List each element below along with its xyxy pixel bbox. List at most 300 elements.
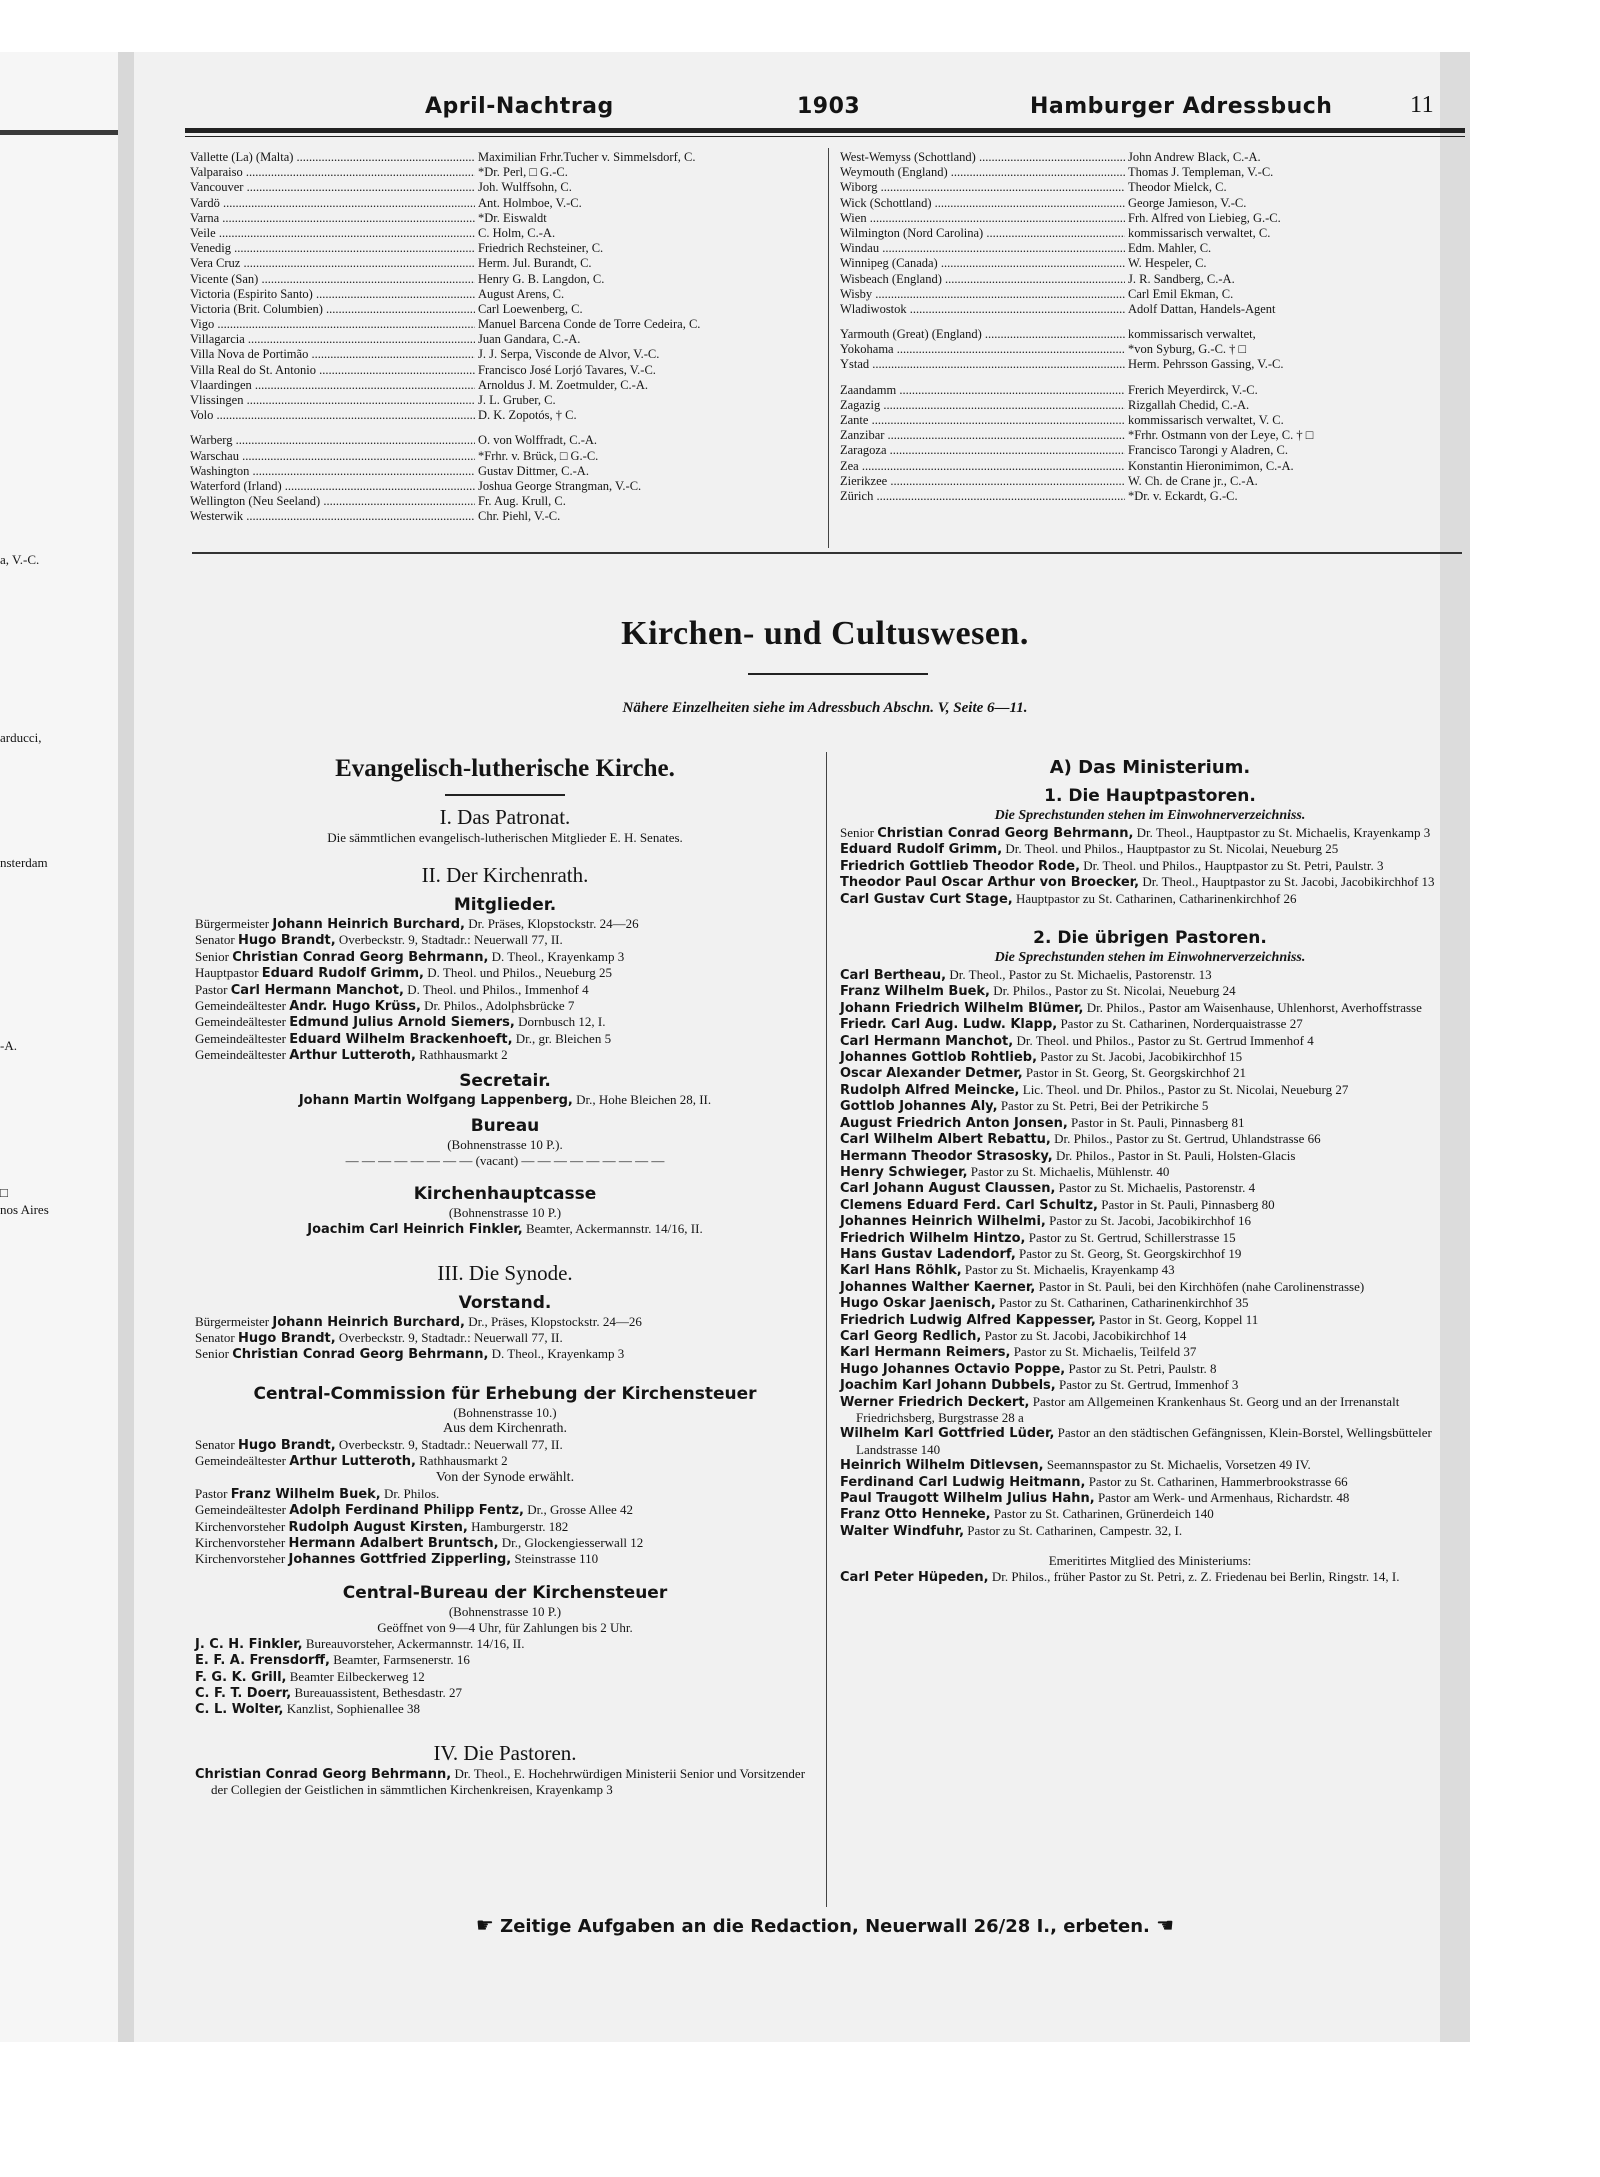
directory-entry: [840, 1082, 1460, 1098]
directory-entry: [195, 1330, 815, 1346]
representative: Frh. Alfred von Liebieg, G.-C.: [1128, 210, 1281, 225]
place-name: Vigo .....: [190, 317, 475, 332]
directory-entry: [840, 1164, 1460, 1180]
hauptpastoren-list: [840, 825, 1460, 907]
place-name: Vicente (San) .....: [190, 272, 475, 287]
representative: Carl Emil Ekman, C.: [1128, 286, 1234, 301]
place-name: Wick (Schottland) .....: [840, 196, 1125, 211]
entry-detail: D. Theol., Krayenkamp 3: [488, 948, 625, 964]
entry-detail: Pastor zu St. Gertrud, Schillerstrasse 15: [1025, 1229, 1236, 1245]
directory-entry: [840, 1180, 1460, 1196]
entry-detail: Hamburgerstr. 182: [467, 1518, 569, 1534]
entry-name: Johann Heinrich Burchard,: [272, 917, 465, 932]
list-item: [840, 302, 1440, 317]
facing-page-fragments: [0, 0, 118, 2177]
directory-entry: [840, 1506, 1460, 1522]
list-item: [190, 150, 815, 165]
entry-detail: Beamter, Farmsenerstr. 16: [329, 1652, 470, 1668]
entry-name: Friedr. Carl Aug. Ludw. Klapp,: [840, 1017, 1058, 1033]
entry-detail: Dr. Philos., Pastor zu St. Gertrud, Uhlandstrasse 66: [1050, 1131, 1321, 1147]
entry-detail: Pastor in St. Georg, Koppel 11: [1095, 1311, 1259, 1327]
list-item: [190, 180, 815, 195]
place-name: Windau .....: [840, 241, 1125, 256]
directory-entry: [195, 1685, 815, 1701]
list-gap: [190, 423, 815, 433]
directory-entry: [195, 949, 815, 965]
vacant-line: — — — — — — — — (vacant) — — — — — — — — —: [345, 1152, 665, 1168]
place-name: Weymouth (England) .....: [840, 165, 1125, 180]
entry-detail: Pastor zu St. Catharinen, Catharinenkirchhof 35: [995, 1295, 1249, 1311]
list-item: [840, 180, 1440, 195]
directory-entry: [840, 967, 1460, 983]
entry-name: Ferdinand Carl Ludwig Heitmann,: [840, 1474, 1086, 1490]
representative: August Arens, C.: [478, 286, 565, 301]
entry-detail: Dr. Philos., Pastor am Waisenhause, Uhlenhorst, Averhoffstrasse: [1083, 999, 1422, 1015]
directory-entry: [840, 1279, 1460, 1295]
entry-name: Friedrich Ludwig Alfred Kappesser,: [840, 1312, 1096, 1328]
entry-detail: Dr. Theol., Pastor zu St. Michaelis, Pastorenstr. 13: [946, 967, 1212, 983]
right-column: [840, 752, 1460, 1586]
list-item: [190, 464, 815, 479]
entry-role: Kirchenvorsteher: [195, 1518, 286, 1534]
ministerium-heading: A) Das Ministerium.: [1049, 757, 1251, 778]
representative: Francisco José Lorjó Tavares, V.-C.: [478, 362, 656, 377]
entry-detail: Dr. Präses, Klopstockstr. 24—26: [464, 916, 639, 931]
bureau2-staff: [195, 1636, 815, 1718]
entry-name: Heinrich Wilhelm Ditlevsen,: [840, 1458, 1044, 1474]
entry-name: Walter Windfuhr,: [840, 1523, 965, 1539]
representative: Herm. Jul. Burandt, C.: [478, 256, 592, 271]
kirchenrath-heading: II. Der Kirchenrath.: [421, 863, 589, 887]
list-item: [840, 383, 1440, 398]
entry-detail: Hauptpastor zu St. Catharinen, Catharinenkirchhof 26: [1012, 890, 1297, 906]
patronat-text: Die sämmtlichen evangelisch-lutherischen Mitglieder E. H. Senates.: [327, 830, 683, 845]
entry-name: Rudolph August Kirsten,: [288, 1519, 468, 1535]
place-name: Wisby .....: [840, 287, 1125, 302]
representative: Friedrich Rechsteiner, C.: [478, 241, 604, 256]
directory-entry: [840, 1213, 1460, 1229]
entry-role: Bürgermeister: [195, 1313, 270, 1329]
entry-name: Werner Friedrich Deckert,: [840, 1394, 1030, 1410]
header-rule: [185, 128, 1465, 133]
entry-detail: Pastor zu St. Georg, St. Georgskirchhof 19: [1015, 1245, 1242, 1261]
list-item: [190, 211, 815, 226]
entry-detail: Overbeckstr. 9, Stadtadr.: Neuerwall 77, II.: [335, 1330, 563, 1346]
directory-entry: [195, 932, 815, 948]
representative: *Frhr. v. Brück, □ G.-C.: [478, 448, 599, 463]
page-number: 11: [1410, 92, 1435, 118]
entry-detail: Dr., gr. Bleichen 5: [512, 1030, 612, 1046]
entry-name: Eduard Rudolf Grimm,: [261, 966, 424, 982]
place-name: Warschau .....: [190, 449, 475, 464]
representative: *Dr. v. Eckardt, G.-C.: [1128, 488, 1238, 503]
directory-entry: [195, 1636, 815, 1652]
directory-entry: [840, 874, 1460, 890]
entry-detail: Steinstrasse 110: [511, 1551, 599, 1567]
entry-name: Carl Hermann Manchot,: [230, 982, 404, 998]
representative: Fr. Aug. Krull, C.: [478, 494, 566, 509]
facing-page-fragment: a, V.-C.: [0, 552, 40, 567]
directory-entry: [840, 1197, 1460, 1213]
entry-name: F. G. K. Grill,: [195, 1669, 287, 1685]
entry-name: Johannes Gottlob Rohtlieb,: [840, 1050, 1038, 1066]
list-item: [190, 449, 815, 464]
representative: Joshua George Strangman, V.-C.: [478, 478, 642, 493]
entry-name: Friedrich Gottlieb Theodor Rode,: [840, 858, 1081, 874]
entry-name: Franz Wilhelm Buek,: [840, 984, 990, 1000]
directory-entry: [195, 1314, 815, 1330]
list-item: [840, 342, 1440, 357]
entry-detail: Dr. Theol. und Philos., Hauptpastor zu St. Petri, Paulstr. 3: [1080, 857, 1384, 873]
header-title: Hamburger Adressbuch: [1030, 94, 1333, 119]
place-name: Zagazig .....: [840, 398, 1125, 413]
entry-name: Karl Hans Röhlk,: [840, 1263, 962, 1279]
office-hours-note-2: Die Sprechstunden stehen im Einwohnerverzeichniss.: [994, 950, 1306, 966]
entry-name: Franz Otto Henneke,: [840, 1507, 991, 1523]
directory-entry: [840, 1262, 1460, 1278]
kasse-name: Joachim Carl Heinrich Finkler,: [307, 1221, 523, 1237]
directory-entry: [195, 1031, 815, 1047]
representative: Gustav Dittmer, C.-A.: [478, 463, 589, 478]
pointing-hand-right-icon: ☛: [475, 1913, 494, 1937]
place-name: Zante .....: [840, 413, 1125, 428]
entry-detail: Dr. Philos., Pastor in St. Pauli, Holsten-Glacis: [1052, 1147, 1296, 1163]
entry-role: Pastor: [195, 981, 228, 997]
entry-detail: Bureauvorsteher, Ackermannstr. 14/16, II.: [302, 1635, 525, 1651]
place-name: Wiborg .....: [840, 180, 1125, 195]
place-name: Zea .....: [840, 459, 1125, 474]
entry-name: Clemens Eduard Ferd. Carl Schultz,: [840, 1197, 1098, 1213]
directory-entry: [195, 1701, 815, 1717]
place-name: West-Wemyss (Schottland) .....: [840, 150, 1125, 165]
representative: Francisco Tarongi y Aladren, C.: [1128, 443, 1288, 458]
list-item: [840, 327, 1440, 342]
header-supplement: April-Nachtrag: [425, 94, 614, 119]
place-name: Westerwik .....: [190, 509, 475, 524]
place-name: Villagarcia .....: [190, 332, 475, 347]
entry-name: Christian Conrad Georg Behrmann,: [232, 1347, 489, 1363]
entry-role: Kirchenvorsteher: [195, 1551, 286, 1567]
directory-entry: [840, 1377, 1460, 1393]
secretair-name: Johann Martin Wolfgang Lappenberg,: [298, 1092, 573, 1108]
divider: [445, 794, 565, 796]
directory-entry: [840, 1246, 1460, 1262]
directory-entry: [840, 1523, 1460, 1539]
entry-detail: D. Theol., Krayenkamp 3: [488, 1346, 625, 1362]
representative: Theodor Mielck, C.: [1128, 180, 1227, 195]
directory-entry: [840, 1312, 1460, 1328]
place-name: Ystad .....: [840, 357, 1125, 372]
directory-entry: [840, 1490, 1460, 1506]
entry-detail: Pastor in St. Pauli, Pinnasberg 80: [1097, 1196, 1275, 1212]
list-item: [190, 226, 815, 241]
kasse-heading: Kirchenhauptcasse: [413, 1183, 597, 1204]
entry-detail: Bureauassistent, Bethesdastr. 27: [291, 1684, 462, 1700]
list-gap: [840, 373, 1440, 383]
entry-detail: Dr. Theol. und Philos., Pastor zu St. Gertrud Immenhof 4: [1013, 1032, 1314, 1048]
list-item: [840, 241, 1440, 256]
entry-detail: Lic. Theol. und Dr. Philos., Pastor zu St. Nicolai, Neueburg 27: [1019, 1081, 1349, 1097]
entry-role: Senator: [195, 1436, 235, 1452]
entry-name: Andr. Hugo Krüss,: [289, 999, 421, 1015]
representative: John Andrew Black, C.-A.: [1128, 150, 1261, 164]
representative: Juan Gandara, C.-A.: [478, 332, 581, 347]
place-name: Varna .....: [190, 211, 475, 226]
emerit-heading: Emeritirtes Mitglied des Ministeriums:: [1048, 1553, 1252, 1569]
entry-detail: Pastor zu St. Michaelis, Teilfeld 37: [1010, 1344, 1197, 1360]
representative: kommissarisch verwaltet, C.: [1128, 225, 1271, 240]
facing-page-fragment: -A.: [0, 1038, 17, 1053]
entry-detail: Pastor zu St. Catharinen, Grünerdeich 140: [990, 1506, 1214, 1522]
representative: George Jamieson, V.-C.: [1128, 195, 1247, 210]
kasse-entry: [195, 1221, 815, 1238]
list-item: [840, 196, 1440, 211]
entry-name: Eduard Wilhelm Brackenhoeft,: [289, 1031, 513, 1047]
binding-gutter: [118, 52, 134, 2042]
entry-name: Johann Friedrich Wilhelm Blümer,: [840, 1000, 1084, 1016]
entry-detail: Dr. Philos.: [380, 1485, 440, 1501]
entry-detail: Pastor zu St. Jacobi, Jacobikirchhof 16: [1045, 1213, 1251, 1229]
entry-role: Senior: [840, 825, 874, 840]
directory-entry: [195, 1437, 815, 1453]
entry-detail: Pastor zu St. Jacobi, Jacobikirchhof 14: [981, 1327, 1187, 1343]
place-name: Washington .....: [190, 464, 475, 479]
entry-name: Edmund Julius Arnold Siemers,: [289, 1015, 515, 1031]
place-name: Victoria (Brit. Columbien) .....: [190, 302, 475, 317]
entry-detail: Dr., Glockengiesserwall 12: [498, 1534, 644, 1550]
entry-detail: D. Theol. und Philos., Immenhof 4: [403, 981, 589, 997]
list-item: [840, 150, 1440, 165]
directory-entry: [195, 1669, 815, 1685]
secretair-heading: Secretair.: [459, 1070, 551, 1091]
uebrige-heading: 2. Die übrigen Pastoren.: [1033, 928, 1267, 949]
representative: Konstantin Hieronimimon, C.-A.: [1128, 458, 1294, 473]
list-item: [190, 317, 815, 332]
left-column: [195, 752, 815, 1798]
title-rule: [748, 673, 928, 675]
place-name: Wellington (Neu Seeland) .....: [190, 494, 475, 509]
list-item: [840, 165, 1440, 180]
entry-detail: Seemannspastor zu St. Michaelis, Vorsetzen 49 IV.: [1043, 1457, 1311, 1473]
facing-page-fragment: arducci,: [0, 730, 42, 745]
entry-role: Gemeindeältester: [195, 1453, 286, 1469]
pastoren-entry: [195, 1766, 815, 1798]
list-item: [840, 413, 1440, 428]
synode-members: [195, 1314, 815, 1363]
directory-entry: [840, 1394, 1460, 1426]
commission-synode-members: [195, 1486, 815, 1568]
directory-entry: [840, 1457, 1460, 1473]
list-item: [840, 474, 1440, 489]
directory-entry: [840, 891, 1460, 907]
entry-name: Johannes Gottfried Zipperling,: [288, 1552, 512, 1568]
representative: kommissarisch verwaltet,: [1128, 327, 1256, 342]
place-name: Yokohama .....: [840, 342, 1125, 357]
place-name: Winnipeg (Canada) .....: [840, 256, 1125, 271]
list-item: [190, 479, 815, 494]
directory-entry: [840, 1049, 1460, 1065]
column-divider: [828, 148, 829, 548]
representative: J. R. Sandberg, C.-A.: [1128, 271, 1235, 286]
place-name: Villa Nova de Portimão .....: [190, 347, 475, 362]
entry-name: Hermann Theodor Strasosky,: [840, 1148, 1053, 1164]
entry-name: Carl Johann August Claussen,: [840, 1181, 1056, 1197]
representative: *von Syburg, G.-C. † □: [1128, 342, 1247, 357]
entry-detail: Dr. Philos., früher Pastor zu St. Petri, z. Z. Friedenau bei Berlin, Ringstr. 14, I.: [988, 1569, 1400, 1585]
list-item: [190, 256, 815, 271]
directory-entry: [840, 1328, 1460, 1344]
list-item: [840, 398, 1440, 413]
consulates-list-left: [190, 150, 815, 525]
place-name: Wladiwostok .....: [840, 302, 1125, 317]
entry-name: Franz Wilhelm Buek,: [230, 1486, 381, 1502]
entry-name: J. C. H. Finkler,: [195, 1636, 303, 1652]
entry-name: C. L. Wolter,: [195, 1702, 284, 1718]
list-item: [190, 393, 815, 408]
facing-page-fragment: nos Aires: [0, 1202, 49, 1217]
entry-name: Hugo Brandt,: [237, 1331, 336, 1347]
entry-role: Kirchenvorsteher: [195, 1534, 286, 1550]
place-name: Vardö .....: [190, 196, 475, 211]
representative: Ant. Holmboe, V.-C.: [478, 195, 582, 210]
place-name: Wisbeach (England) .....: [840, 272, 1125, 287]
entry-name: Paul Traugott Wilhelm Julius Hahn,: [840, 1491, 1095, 1507]
place-name: Wien .....: [840, 211, 1125, 226]
directory-entry: [840, 1000, 1460, 1016]
entry-detail: Pastor zu St. Michaelis, Krayenkamp 43: [961, 1262, 1175, 1278]
secretair-detail: Dr., Hohe Bleichen 28, II.: [572, 1091, 712, 1107]
directory-entry: [840, 1474, 1460, 1490]
entry-name: Joachim Karl Johann Dubbels,: [840, 1378, 1056, 1394]
entry-detail: D. Theol. und Philos., Neueburg 25: [423, 965, 612, 981]
entry-role: Gemeindeältester: [195, 998, 286, 1014]
footer-notice: [190, 1913, 1460, 1937]
list-item: [190, 196, 815, 211]
patronat-heading: I. Das Patronat.: [439, 805, 571, 829]
directory-entry: [840, 1148, 1460, 1164]
representative: Rizgallah Chedid, C.-A.: [1128, 397, 1250, 412]
directory-entry: [195, 1652, 815, 1668]
entry-name: Theodor Paul Oscar Arthur von Broecker,: [840, 875, 1140, 891]
directory-entry: [195, 1535, 815, 1551]
commission-rath-members: [195, 1437, 815, 1470]
representative: Henry G. B. Langdon, C.: [478, 271, 605, 286]
list-item: [190, 408, 815, 423]
entry-role: Senator: [195, 932, 235, 948]
entry-role: Pastor: [195, 1485, 228, 1501]
header-rule-thin: [185, 136, 1465, 137]
representative: Maximilian Frhr.Tucher v. Simmelsdorf, C.: [478, 150, 696, 164]
entry-name: Hugo Brandt,: [237, 1437, 336, 1453]
entry-name: Johannes Heinrich Wilhelmi,: [840, 1214, 1046, 1230]
entry-name: Eduard Rudolf Grimm,: [840, 842, 1003, 858]
directory-entry: [195, 1486, 815, 1502]
entry-detail: Dr. Theol., E. Hochehrwürdigen Ministerii Senior und Vorsitzender der Collegien der Geistlichen in sämmtlichen Kirchenkreisen, Krayenkamp 3: [211, 1765, 806, 1798]
place-name: Venedig .....: [190, 241, 475, 256]
place-name: Vlaardingen .....: [190, 378, 475, 393]
directory-entry: [840, 1098, 1460, 1114]
directory-entry: [195, 916, 815, 932]
place-name: Warberg .....: [190, 433, 475, 448]
entry-role: Gemeindeältester: [195, 1047, 286, 1063]
place-name: Vera Cruz .....: [190, 256, 475, 271]
entry-detail: Dr. Theol., Hauptpastor zu St. Michaelis, Krayenkamp 3: [1133, 825, 1431, 840]
section-rule: [192, 552, 1462, 554]
entry-name: Carl Peter Hüpeden,: [840, 1570, 989, 1586]
office-hours-note: Die Sprechstunden stehen im Einwohnerverzeichniss.: [994, 808, 1306, 823]
entry-detail: Pastor am Werk- und Armenhaus, Richardstr. 48: [1094, 1490, 1350, 1506]
from-synode: Von der Synode erwählt.: [435, 1469, 575, 1485]
entry-name: Friedrich Wilhelm Hintzo,: [840, 1230, 1026, 1246]
directory-entry: [840, 1016, 1460, 1032]
list-item: [840, 357, 1440, 372]
directory-entry: [195, 1014, 815, 1030]
representative: C. Holm, C.-A.: [478, 225, 556, 240]
entry-role: Senior: [195, 1346, 229, 1362]
directory-entry: [840, 825, 1460, 841]
place-name: Zaandamm .....: [840, 383, 1125, 398]
entry-name: Johannes Walther Kaerner,: [840, 1279, 1036, 1295]
directory-entry: [195, 1346, 815, 1362]
entry-name: Carl Hermann Manchot,: [840, 1033, 1014, 1049]
list-item: [190, 363, 815, 378]
entry-detail: Pastor in St. Pauli, bei den Kirchhöfen (nahe Carolinenstrasse): [1035, 1278, 1365, 1294]
vorstand-heading: Vorstand.: [458, 1292, 552, 1313]
entry-detail: Dr. Theol., Hauptpastor zu St. Jacobi, Jacobikirchhof 13: [1139, 874, 1435, 890]
place-name: Valparaiso .....: [190, 165, 475, 180]
kasse-address: (Bohnenstrasse 10 P.): [448, 1204, 562, 1220]
entry-role: Bürgermeister: [195, 916, 270, 931]
entry-detail: Pastor an den städtischen Gefängnissen, Klein-Borstel, Wellingsbütteler Landstrasse 140: [856, 1425, 1432, 1457]
list-item: [190, 332, 815, 347]
representative: Frerich Meyerdirck, V.-C.: [1128, 382, 1258, 397]
representative: Thomas J. Templeman, V.-C.: [1128, 165, 1274, 180]
entry-role: Senator: [195, 1330, 235, 1346]
entry-name: Johann Heinrich Burchard,: [272, 1314, 465, 1330]
entry-detail: Rathhausmarkt 2: [415, 1453, 508, 1469]
directory-entry: [840, 1115, 1460, 1131]
entry-role: Gemeindeältester: [195, 1030, 286, 1046]
list-item: [840, 287, 1440, 302]
directory-entry: [195, 1047, 815, 1063]
entry-name: E. F. A. Frensdorff,: [195, 1653, 330, 1669]
representative: *Dr. Perl, □ G.-C.: [478, 165, 568, 180]
entry-detail: Dr., Grosse Allee 42: [523, 1502, 633, 1518]
entry-detail: Dr. Philos., Adolphsbrücke 7: [420, 998, 575, 1014]
entry-detail: Rathhausmarkt 2: [415, 1047, 508, 1063]
bureau2-hours: Geöffnet von 9—4 Uhr, für Zahlungen bis 2 Uhr.: [377, 1619, 633, 1635]
entry-detail: Overbeckstr. 9, Stadtadr.: Neuerwall 77, II.: [335, 932, 563, 948]
hauptpastoren-heading: 1. Die Hauptpastoren.: [1044, 786, 1256, 806]
entry-role: Senior: [195, 948, 229, 964]
entry-detail: Overbeckstr. 9, Stadtadr.: Neuerwall 77, II.: [335, 1436, 563, 1452]
header-year: 1903: [797, 94, 861, 119]
representative: W. Hespeler, C.: [1128, 256, 1207, 271]
entry-detail: Pastor zu St. Catharinen, Norderquaistrasse 27: [1057, 1016, 1303, 1032]
directory-entry: [195, 998, 815, 1014]
bureau2-address: (Bohnenstrasse 10 P.): [448, 1603, 562, 1619]
entry-name: Gottlob Johannes Aly,: [840, 1099, 998, 1115]
representative: J. J. Serpa, Visconde de Alvor, V.-C.: [478, 347, 660, 362]
list-item: [840, 272, 1440, 287]
list-item: [190, 241, 815, 256]
place-name: Vlissingen .....: [190, 393, 475, 408]
list-item: [190, 287, 815, 302]
directory-entry: [195, 982, 815, 998]
entry-detail: Pastor zu St. Michaelis, Mühlenstr. 40: [967, 1163, 1170, 1179]
representative: kommissarisch verwaltet, V. C.: [1128, 413, 1284, 427]
entry-name: Carl Bertheau,: [840, 968, 947, 984]
